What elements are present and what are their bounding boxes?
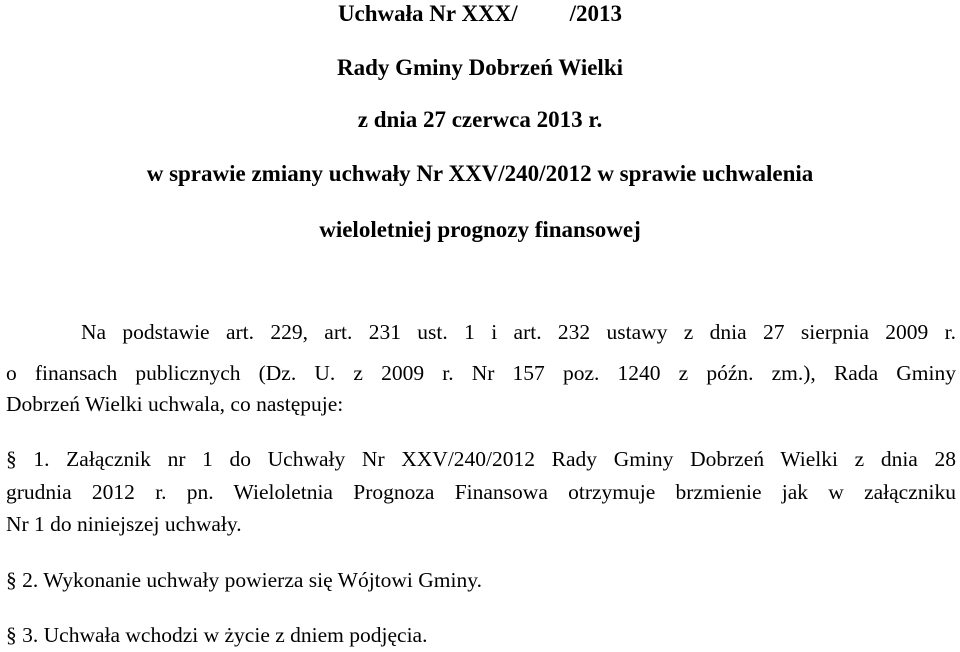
resolution-subject-line-1: w sprawie zmiany uchwały Nr XXV/240/2012 w sprawie uchwalenia [146, 161, 814, 186]
resolution-title [0, 0, 960, 28]
paragraph-1-line-3: Nr 1 do niniejszej uchwały. [6, 512, 242, 536]
paragraph-1-line-2: grudnia 2012 r. pn. Wieloletnia Prognoza Finansowa otrzymuje brzmienie jak w załączniku [6, 480, 956, 504]
paragraph-1-line-1: § 1. Załącznik nr 1 do Uchwały Nr XXV/240/2012 Rady Gminy Dobrzeń Wielki z dnia 28 [6, 447, 956, 471]
resolution-subject-line-2: wieloletniej prognozy finansowej [319, 217, 641, 242]
council-name: Rady Gminy Dobrzeń Wielki [336, 55, 624, 80]
paragraph-3: § 3. Uchwała wchodzi w życie z dniem podjęcia. [6, 623, 428, 647]
preamble-line-2: o finansach publicznych (Dz. U. z 2009 r. Nr 157 poz. 1240 z późn. zm.), Rada Gminy [6, 361, 956, 385]
preamble-line-3: Dobrzeń Wielki uchwala, co następuje: [6, 392, 344, 416]
preamble-line-1: Na podstawie art. 229, art. 231 ust. 1 i art. 232 ustawy z dnia 27 sierpnia 2009 r. [81, 320, 956, 344]
resolution-title-prefix: Uchwała Nr XXX/ [337, 1, 518, 26]
paragraph-2: § 2. Wykonanie uchwały powierza się Wójtowi Gminy. [6, 568, 482, 592]
resolution-date: z dnia 27 czerwca 2013 r. [357, 107, 603, 132]
resolution-title-suffix: /2013 [569, 1, 623, 26]
